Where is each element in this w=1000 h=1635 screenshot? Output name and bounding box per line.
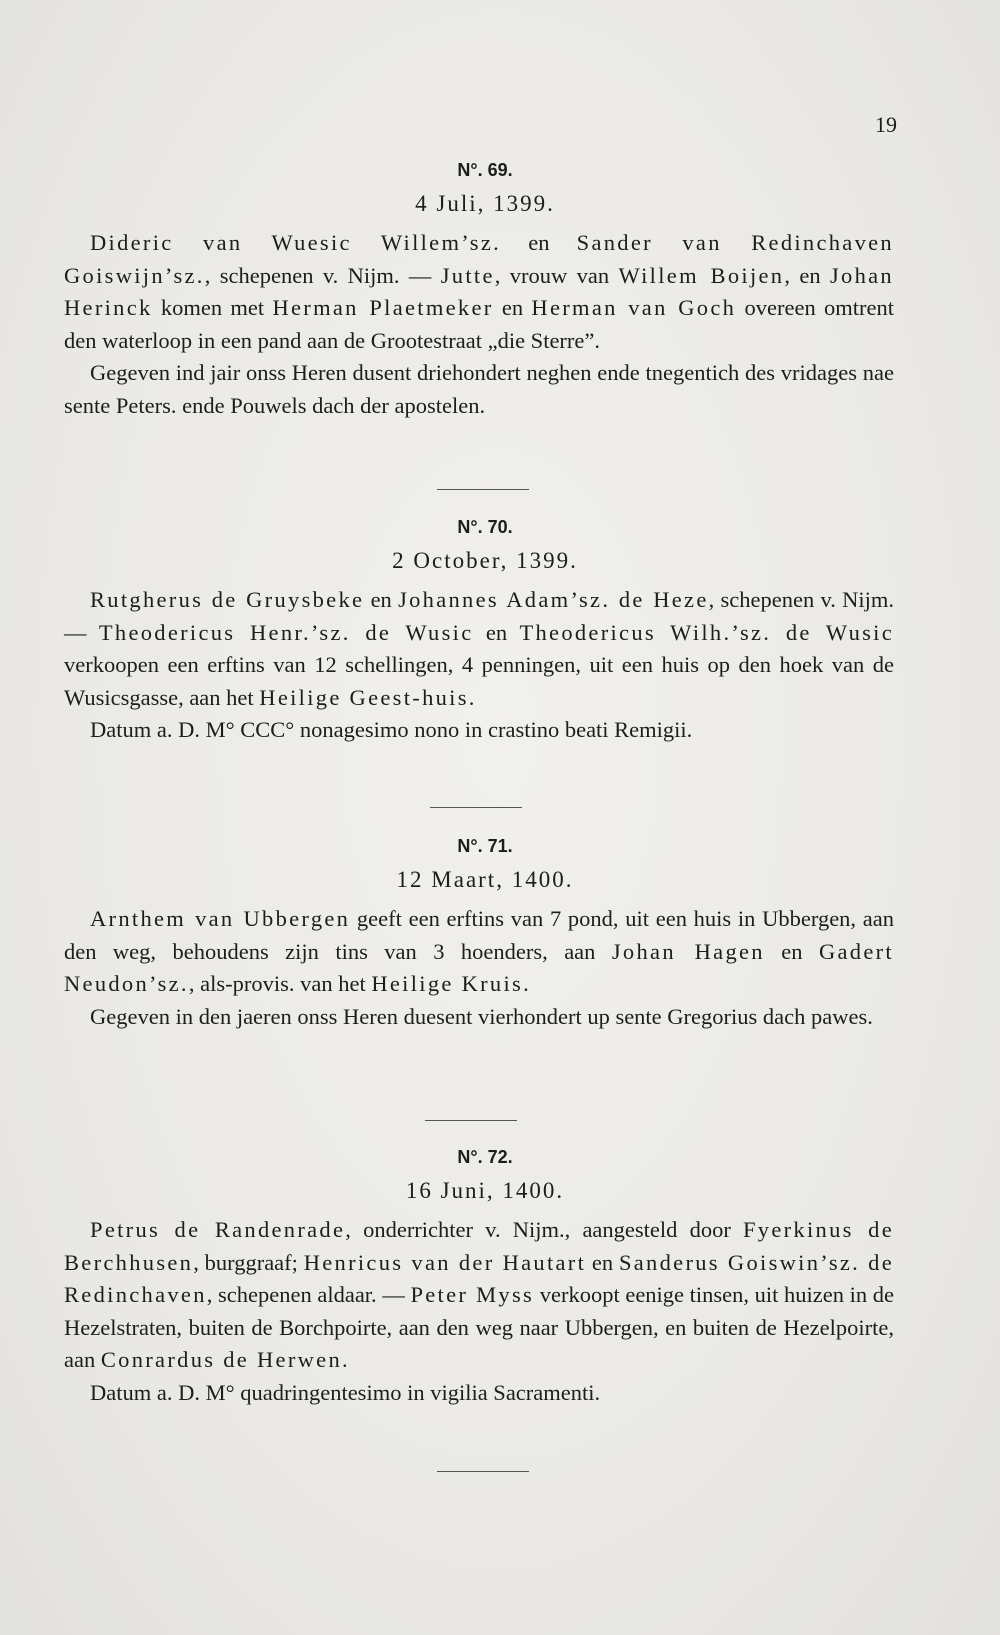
text-span: , schepenen v. Nijm. — [64, 587, 894, 645]
text-span: en [364, 587, 399, 612]
entry-date: 12 Maart, 1400. [396, 867, 574, 892]
person-name: Rutgherus de Gruysbeke [90, 587, 365, 612]
person-name: Johannes Adam’sz. de Heze [398, 587, 709, 612]
person-name: Theodericus Wilh.’sz. de Wusic [519, 619, 895, 645]
entry-date: 4 Juli, 1399. [415, 191, 555, 216]
charter-entry-72 [64, 1147, 894, 1409]
page-number: 19 [875, 112, 897, 137]
entry-number: N°. 69. [457, 160, 513, 180]
text-span: verkoopt eenige tinsen, uit huizen in de Hezelstraten, buiten de Borchpoirte, aan den weg naar Ubbergen, en buiten de Hezelpoirte, aan [64, 1282, 895, 1372]
text-span: , schepenen aldaar. — [206, 1282, 411, 1307]
entry-summary [64, 584, 894, 714]
person-name: Herman Plaetmeker [272, 295, 494, 320]
text-span: komen met [152, 295, 273, 320]
text-span: . [468, 684, 475, 710]
text-span: , schepenen v. Nijm. — [204, 262, 441, 288]
text-span: en [501, 230, 577, 255]
entry-text [64, 1214, 894, 1409]
person-name: Arnthem van Ubbergen [90, 906, 351, 931]
text-span: en [493, 295, 532, 320]
person-name: Gadert Neudon’sz. [64, 938, 894, 996]
entry-number: N°. 71. [457, 836, 513, 856]
text-span: , vrouw van [494, 262, 619, 288]
institution-name: Heilige Kruis [371, 971, 524, 996]
person-name: Peter Myss [410, 1282, 535, 1307]
entry-dating: Datum a. D. M° quadringentesimo in vigilia Sacramenti. [90, 1379, 601, 1405]
entry-number: N°. 72. [457, 1147, 513, 1167]
person-name: Jutte [440, 262, 495, 288]
institution-name: Heilige Geest-huis [259, 684, 469, 710]
text-span: geeft een erftins van 7 pond, uit een huis in Ubbergen, aan den weg, behoudens zijn tins van 3 hoenders, aan [64, 906, 894, 964]
person-name: Johan Herinck [64, 262, 894, 320]
entry-date: 2 October, 1399. [392, 548, 578, 573]
text-span: , en [784, 262, 830, 288]
text-span: , burggraaf; [193, 1249, 304, 1275]
entry-dating: Gegeven ind jair onss Heren dusent driehondert neghen ende tnegentich des vridages nae sente Peters. ende Pouwels dach der apostelen. [64, 360, 894, 418]
text-span: . [523, 971, 529, 996]
person-name: Theodericus Henr.’sz. de Wusic [98, 619, 474, 645]
person-name: Dideric van Wuesic Willem’sz. [90, 230, 502, 255]
entry-summary [64, 227, 894, 357]
entry-summary [64, 1214, 894, 1377]
entry-number: N°. 70. [457, 517, 513, 537]
person-name: Conrardus de Herwen [100, 1347, 342, 1372]
text-span: verkoopen een erftins van 12 schellingen, 4 penningen, uit een huis op den hoek van de Wusicsgasse, aan het [64, 652, 894, 710]
entry-date: 16 Juni, 1400. [405, 1178, 565, 1203]
person-name: Sanderus Goiswin’sz. de Redinchaven [64, 1249, 895, 1307]
entry-dating: Gegeven in den jaeren onss Heren duesent vierhondert up sente Gregorius dach pawes. [90, 1003, 873, 1029]
text-span: . [342, 1347, 348, 1372]
text-span: , als-provis. van het [188, 971, 372, 996]
separator-rule [437, 1471, 529, 1472]
entry-summary [64, 903, 894, 1001]
entry-text [64, 584, 894, 747]
person-name: Fyerkinus de Berchhusen [64, 1217, 894, 1275]
person-name: Henricus van der Hautart [303, 1249, 587, 1275]
separator-rule [437, 489, 529, 490]
charter-entry-69 [64, 160, 894, 422]
text-span: en [473, 619, 520, 645]
separator-rule [425, 1120, 517, 1121]
entry-dating: Datum a. D. M° CCC° nonagesimo nono in crastino beati Remigii. [90, 717, 693, 742]
person-name: Johan Hagen [611, 938, 765, 964]
charter-entry-71 [64, 836, 894, 1033]
entry-text [64, 903, 894, 1033]
person-name: Willem Boijen [618, 262, 785, 288]
separator-rule [430, 807, 522, 808]
entry-text [64, 227, 894, 422]
text-span: en [586, 1249, 619, 1275]
text-span: overeen omtrent den waterloop in een pand aan de Grootestraat „die Sterre”. [64, 295, 894, 353]
text-span: en [764, 938, 819, 964]
text-span: , onderrichter v. Nijm., aangesteld door [345, 1217, 743, 1242]
charter-entry-70 [64, 517, 894, 747]
person-name: Herman van Goch [531, 295, 737, 320]
person-name: Sander van Redinchaven Goiswijn’sz. [64, 230, 894, 288]
person-name: Petrus de Randenrade [90, 1217, 346, 1242]
